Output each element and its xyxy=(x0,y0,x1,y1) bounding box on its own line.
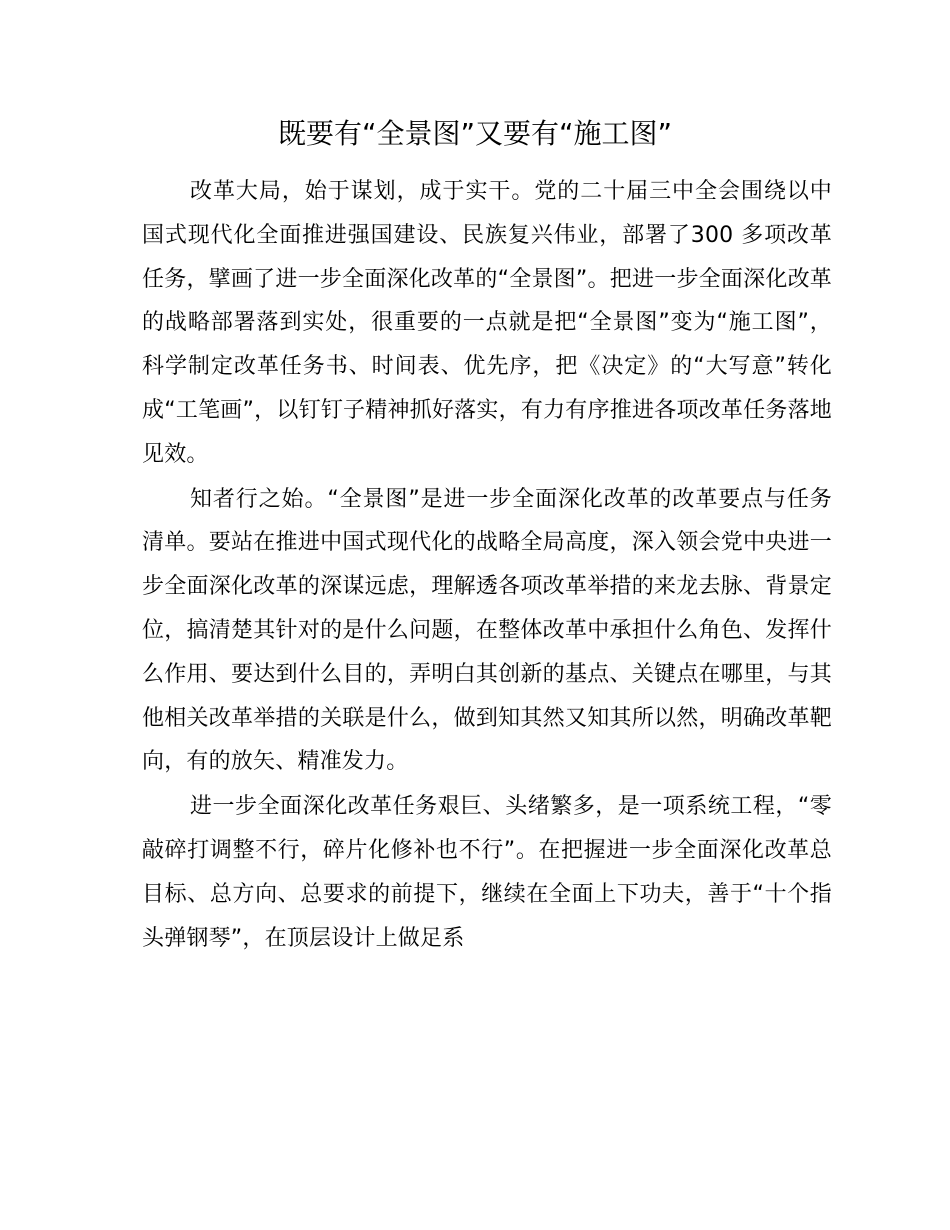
document-title: 既要有“全景图”又要有“施工图” xyxy=(277,117,673,150)
paragraph-1: 改革大局，始于谋划，成于实干。党的二十届三中全会围绕以中国式现代化全面推进强国建设、民族复兴伟业，部署了300 多项改革任务，擘画了进一步全面深化改革的“全景图”。把进一步全面深化改革的战略部署落到实处，很重要的一点就是把“全景图”变为“施工图”，科学制定改革任务书、时间表、优先序，把《决定》的“大写意”转化成“工笔画”，以钉钉子精神抓好落实，有力有序推进各项改革任务落地见效。 xyxy=(142,179,832,467)
document-body xyxy=(142,170,832,961)
paragraph-3: 进一步全面深化改革任务艰巨、头绪繁多，是一项系统工程，“零敲碎打调整不行，碎片化修补也不行”。在把握进一步全面深化改革总目标、总方向、总要求的前提下，继续在全面上下功夫，善于“十个指头弹钢琴”，在顶层设计上做足系 xyxy=(142,794,832,951)
paragraph-2: 知者行之始。“全景图”是进一步全面深化改革的改革要点与任务清单。要站在推进中国式现代化的战略全局高度，深入领会党中央进一步全面深化改革的深谋远虑，理解透各项改革举措的来龙去脉、背景定位，搞清楚其针对的是什么问题，在整体改革中承担什么角色、发挥什么作用、要达到什么目的，弄明白其创新的基点、关键点在哪里，与其他相关改革举措的关联是什么，做到知其然又知其所以然，明确改革靶向，有的放矢、精准发力。 xyxy=(142,486,832,775)
